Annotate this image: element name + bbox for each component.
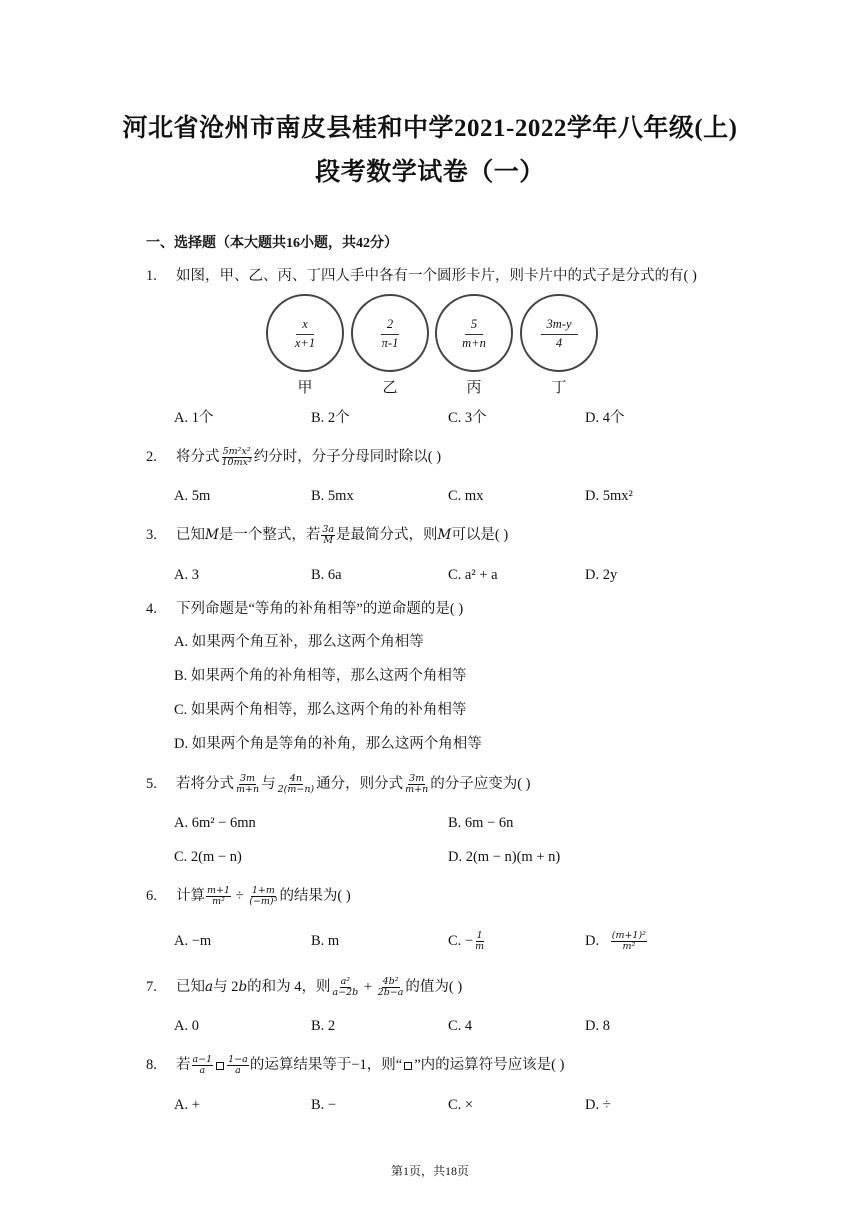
fraction-denominator: 2(m−n) [277, 784, 315, 796]
option-d-prefix: D. [585, 933, 603, 949]
question-number: 8. [146, 1057, 157, 1073]
question-text: 如图，甲、乙、丙、丁四人手中各有一个圆形卡片，则卡片中的式子是分式的有( ) [176, 268, 697, 284]
question-text-post: 是最简分式，则 [336, 527, 438, 543]
fraction-numerator: 3m [240, 773, 256, 785]
option-d: D. 5mx² [585, 488, 633, 504]
fraction-denominator: 10mx² [221, 457, 252, 469]
option-a: A. −m [174, 933, 212, 949]
fraction-numerator: 3m [409, 773, 425, 785]
option-d: D. 2y [585, 567, 618, 583]
fraction-denominator: a [235, 1065, 241, 1077]
option-b: B. m [311, 933, 340, 949]
option-b: B. 2 [311, 1018, 336, 1034]
option-a: A. 6m² − 6mn [174, 815, 256, 831]
fraction-numerator: a² [340, 976, 351, 988]
fraction-numerator: 4b² [382, 976, 399, 988]
fraction-numerator: a−1 [192, 1054, 213, 1066]
fraction-denominator: m+n [236, 784, 260, 796]
option-b: B. 6m − 6n [448, 815, 514, 831]
option-a: A. 1个 [174, 410, 214, 426]
card-bing [435, 294, 513, 372]
question-2 [146, 447, 441, 468]
option-b: B. 6a [311, 567, 342, 583]
option-d: D. 如果两个角是等角的补角，那么这两个角相等 [174, 736, 482, 752]
section-heading: 一、选择题（本大题共16小题，共42分） [146, 236, 398, 251]
option-b: B. − [311, 1097, 337, 1113]
question-text-post: 的运算结果等于−1，则“ [249, 1057, 403, 1073]
page-footer: 第1页，共18页 [390, 1164, 469, 1178]
option-c: C. mx [448, 488, 484, 504]
option-c: C. 3个 [448, 410, 487, 426]
fraction-denominator: M [323, 535, 334, 547]
question-6 [146, 886, 351, 907]
variable-a: a [205, 979, 214, 995]
question-1 [146, 266, 697, 286]
card-label-bing: 丙 [466, 378, 482, 396]
question-text-pre: 已知 [176, 979, 205, 995]
fraction-denominator: m² [622, 941, 636, 953]
card-label-ding: 丁 [551, 378, 567, 396]
question-text-pre: 已知 [176, 527, 205, 543]
question-text-mid: 是一个整式，若 [218, 527, 321, 543]
question-number: 2. [146, 449, 157, 465]
question-text-post2: 可以是( ) [451, 527, 509, 543]
fraction-denominator: m+n [405, 784, 429, 796]
question-text-mid: 与 [261, 776, 276, 792]
option-c: C. × [448, 1097, 474, 1113]
question-text-mid: 与 2 [213, 979, 239, 995]
question-7 [146, 977, 462, 998]
fraction-denominator: 2b−a [377, 987, 404, 999]
option-d: D. 4个 [585, 410, 625, 426]
option-a: A. 如果两个角互补，那么这两个角相等 [174, 634, 424, 650]
card-numerator: x [296, 316, 314, 335]
option-a: A. 0 [174, 1018, 199, 1034]
option-a: A. + [174, 1097, 200, 1113]
variable-m: M [205, 527, 219, 543]
fraction-numerator: 1+m [251, 885, 275, 897]
option-c: C. 2(m − n) [174, 849, 242, 865]
question-text: 下列命题是“等角的补角相等”的逆命题的是( ) [176, 601, 464, 617]
card-numerator: 3m-y [541, 316, 578, 335]
option-c-prefix: C. − [448, 933, 474, 949]
card-denominator: x+1 [294, 335, 316, 350]
blank-box-icon [404, 1062, 412, 1070]
operator: ÷ [232, 888, 248, 904]
card-figure [264, 294, 604, 404]
question-text-post2: ”内的运算符号应该是( ) [414, 1057, 565, 1073]
question-text-post: 的结果为( ) [279, 888, 351, 904]
card-yi [351, 294, 429, 372]
question-text-mid2: 的和为 4，则 [247, 979, 331, 995]
question-text-mid2: 通分，则分式 [316, 776, 404, 792]
question-number: 6. [146, 888, 157, 904]
question-4 [146, 599, 463, 619]
option-b: B. 如果两个角的补角相等，那么这两个角相等 [174, 668, 467, 684]
variable-b: b [238, 979, 248, 995]
card-denominator: 4 [555, 335, 563, 350]
fraction-numerator: 3a [322, 524, 335, 536]
fraction-denominator: (−m)³ [249, 896, 278, 908]
document-title-line2: 段考数学试卷（一） [315, 159, 545, 186]
card-label-jia: 甲 [297, 378, 313, 396]
option-d: D. ÷ [585, 1097, 611, 1113]
operator: + [360, 979, 376, 995]
question-8 [146, 1055, 564, 1076]
card-jia [266, 294, 344, 372]
document-title-line1: 河北省沧州市南皮县桂和中学2021-2022学年八年级(上) [122, 115, 738, 142]
question-text-post: 的值为( ) [405, 979, 463, 995]
question-number: 3. [146, 527, 157, 543]
question-text-pre: 计算 [176, 888, 205, 904]
option-d [585, 931, 648, 952]
question-text-post: 的分子应变为( ) [430, 776, 531, 792]
fraction-numerator: 1−a [228, 1054, 248, 1066]
blank-box-icon [216, 1062, 224, 1070]
fraction-denominator: a−2b [332, 987, 359, 999]
question-number: 7. [146, 979, 157, 995]
option-a: A. 3 [174, 567, 199, 583]
fraction-denominator: m² [212, 896, 225, 908]
option-a: A. 5m [174, 488, 211, 504]
fraction-denominator: m [475, 941, 485, 953]
card-ding [520, 294, 598, 372]
fraction-numerator: 5m²x² [222, 446, 251, 458]
option-c [448, 931, 486, 952]
option-d: D. 8 [585, 1018, 610, 1034]
fraction-numerator: m+1 [207, 885, 231, 897]
card-denominator: π-1 [381, 335, 399, 350]
question-text-pre: 若 [176, 1057, 191, 1073]
fraction-denominator: a [199, 1065, 206, 1077]
fraction-numerator: (m+1)² [611, 930, 646, 942]
question-text-pre: 将分式 [176, 449, 220, 465]
option-b: B. 5mx [311, 488, 354, 504]
card-numerator: 5 [465, 316, 483, 335]
question-text-pre: 若将分式 [176, 776, 234, 792]
option-b: B. 2个 [311, 410, 350, 426]
question-text-post: 约分时，分子分母同时除以( ) [253, 449, 442, 465]
option-d: D. 2(m − n)(m + n) [448, 849, 561, 865]
option-c: C. 4 [448, 1018, 473, 1034]
fraction-numerator: 1 [476, 930, 483, 942]
question-5 [146, 774, 531, 795]
card-denominator: m+n [462, 335, 486, 350]
question-3 [146, 525, 508, 546]
option-c: C. 如果两个角相等，那么这两个角的补角相等 [174, 702, 467, 718]
question-number: 5. [146, 776, 157, 792]
option-c: C. a² + a [448, 567, 498, 583]
fraction-numerator: 4n [289, 773, 302, 785]
variable-m: M [437, 527, 452, 543]
card-label-yi: 乙 [382, 378, 398, 396]
question-number: 4. [146, 601, 157, 617]
card-numerator: 2 [381, 316, 399, 335]
question-number: 1. [146, 268, 157, 284]
